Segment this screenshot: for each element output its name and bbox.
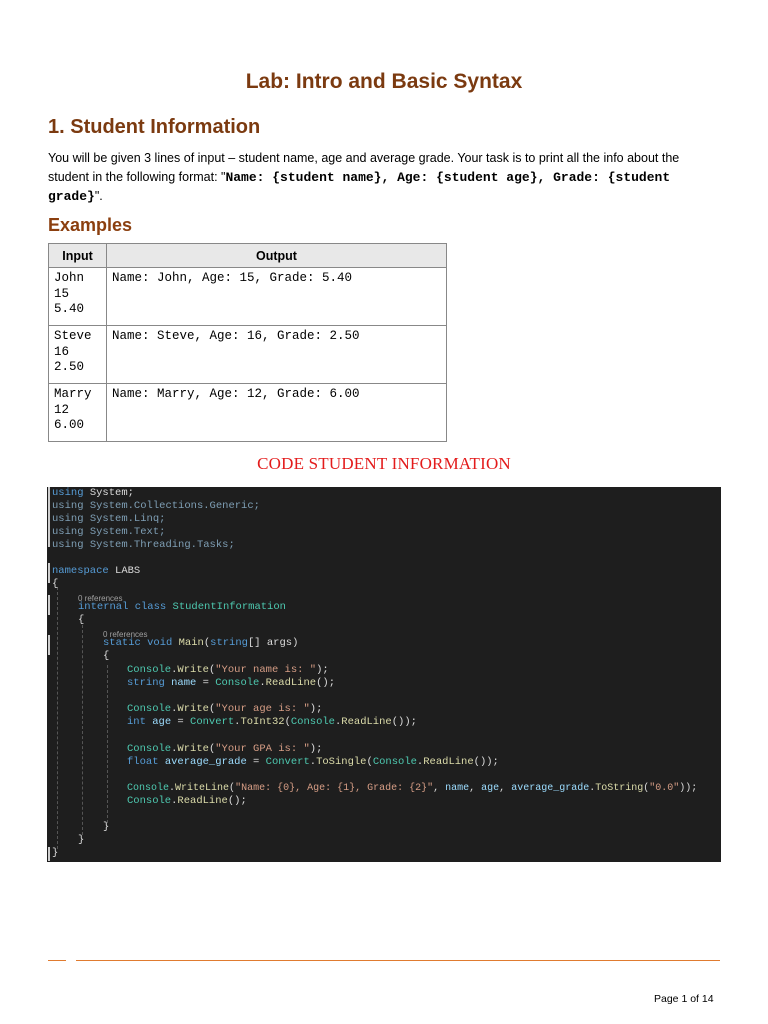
code-line: namespace LABS — [52, 565, 141, 577]
table-row — [49, 384, 447, 442]
collapse-marker — [48, 595, 50, 615]
page-title: Lab: Intro and Basic Syntax — [245, 70, 523, 93]
code-line: } — [103, 821, 110, 833]
code-line: using System.Collections.Generic; — [52, 500, 260, 512]
collapse-marker — [48, 487, 50, 547]
code-lens-references: 0 references — [103, 630, 148, 639]
example-output: Name: Steve, Age: 16, Grade: 2.50 — [107, 326, 447, 384]
examples-heading: Examples — [48, 215, 133, 235]
code-line: { — [103, 650, 110, 662]
intro-text: You will be given 3 lines of input – student name, age and average grade. Your task is to print all the info about the student in the following format: " — [48, 151, 680, 184]
code-line: static void Main(string[] args) — [103, 637, 299, 649]
code-line: Console.WriteLine("Name: {0}, Age: {1}, Grade: {2}", name, age, average_grade.ToString("0.0")); — [127, 783, 698, 794]
code-line: { — [52, 578, 59, 590]
code-line: string name = Console.ReadLine(); — [127, 677, 335, 689]
column-header-output: Output — [107, 244, 447, 268]
example-output: Name: John, Age: 15, Grade: 5.40 — [107, 268, 447, 326]
code-line: using System; — [52, 487, 134, 499]
code-lens-references: 0 references — [78, 594, 123, 603]
code-caption: CODE STUDENT INFORMATION — [257, 454, 511, 473]
footer-rule-short — [48, 960, 66, 961]
column-header-input: Input — [49, 244, 107, 268]
example-input: Marry 12 6.00 — [49, 384, 107, 442]
example-input: Steve 16 2.50 — [49, 326, 107, 384]
collapse-marker — [48, 847, 50, 861]
intro-text-end: ". — [94, 189, 103, 203]
code-line: Console.Write("Your name is: "); — [127, 664, 329, 676]
indent-guide — [107, 665, 108, 823]
code-line: } — [78, 834, 85, 846]
footer-rule — [76, 960, 720, 961]
code-line: int age = Convert.ToInt32(Console.ReadLine()); — [127, 716, 417, 728]
example-output: Name: Marry, Age: 12, Grade: 6.00 — [107, 384, 447, 442]
table-row — [49, 268, 447, 326]
code-line: Console.Write("Your GPA is: "); — [127, 743, 323, 755]
indent-guide — [82, 625, 83, 835]
code-line: Console.ReadLine(); — [127, 795, 247, 807]
output-format: Name: {student name}, Age: {student age}, Grade: {student grade} — [48, 170, 671, 204]
examples-table — [48, 243, 447, 442]
code-line: internal class StudentInformation — [78, 601, 286, 613]
code-line: using System.Text; — [52, 526, 166, 538]
code-line: { — [78, 614, 85, 626]
code-screenshot — [47, 487, 721, 862]
code-line: using System.Threading.Tasks; — [52, 539, 235, 551]
section-heading: 1. Student Information — [48, 116, 261, 138]
example-input: John 15 5.40 — [49, 268, 107, 326]
table-header-row — [49, 244, 447, 268]
code-line: Console.Write("Your age is: "); — [127, 703, 323, 715]
problem-description — [48, 149, 720, 206]
collapse-marker — [48, 635, 50, 655]
code-line: using System.Linq; — [52, 513, 166, 525]
table-row — [49, 326, 447, 384]
code-line: float average_grade = Convert.ToSingle(Console.ReadLine()); — [127, 756, 499, 768]
page-number: Page 1 of 14 — [654, 993, 714, 1005]
code-line: } — [52, 847, 59, 859]
collapse-marker — [48, 563, 50, 583]
indent-guide — [57, 587, 58, 849]
